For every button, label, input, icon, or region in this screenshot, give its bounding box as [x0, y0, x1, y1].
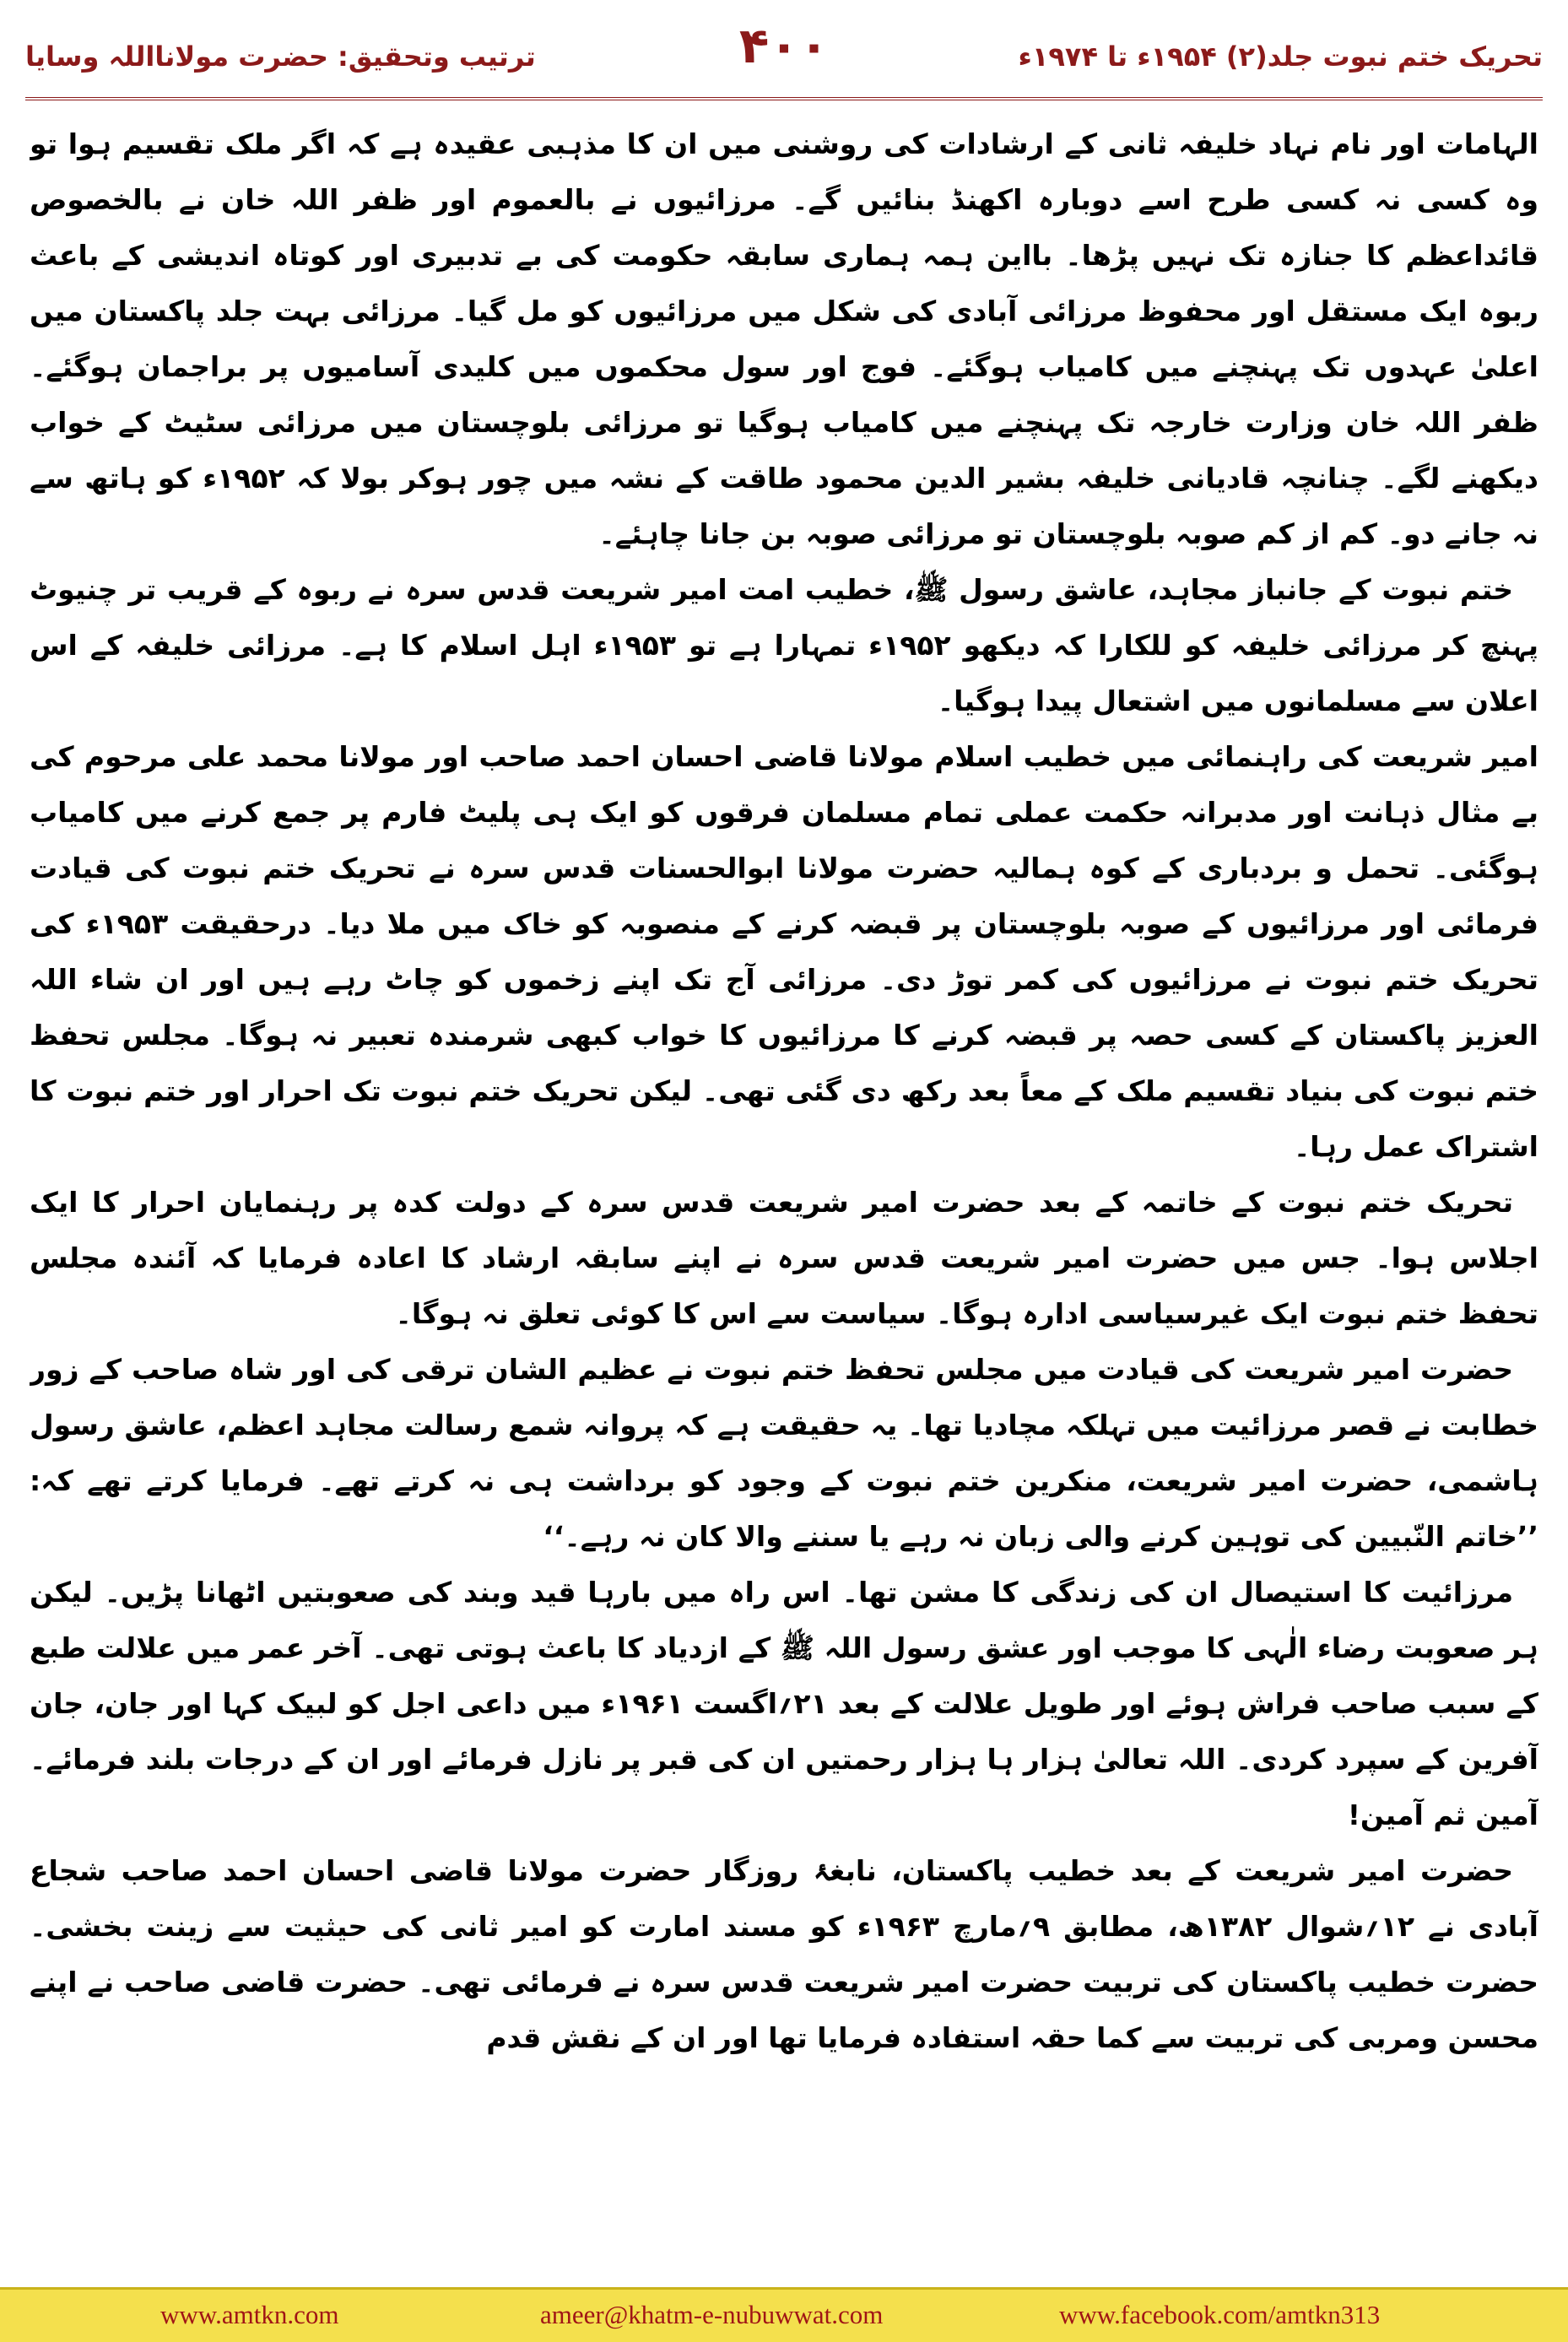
article-body	[30, 116, 1538, 2277]
compiler-credit: ترتیب وتحقیق: حضرت مولانااللہ وسایا	[25, 41, 536, 73]
paragraph-7: حضرت امیر شریعت کے بعد خطیب پاکستان، نابغۂ روزگار حضرت مولانا قاضی احسان احمد صاحب شجاع آبادی نے ۱۲؍شوال ۱۳۸۲ھ، مطابق ۹؍مارچ ۱۹۶۳ء کو مسند امارت کو امیر ثانی کی حیثیت سے زینت بخشی۔ حضرت خطیب پاکستان کی تربیت حضرت امیر شریعت قدس سرہ نے فرمائی تھی۔ حضرت قاضی صاحب نے اپنے محسن ومربی کی تربیت سے کما حقہ استفادہ فرمایا تھا اور ان کے نقش قدم	[30, 1854, 1538, 2054]
paragraph-3: امیر شریعت کی راہنمائی میں خطیب اسلام مولانا قاضی احسان احمد صاحب اور مولانا محمد علی مرحوم کی بے مثال ذہانت اور مدبرانہ حکمت عملی تمام مسلمان فرقوں کو ایک ہی پلیٹ فارم پر جمع کرنے میں کامیاب ہوگئی۔ تحمل و بردباری کے کوہ ہمالیہ حضرت مولانا ابوالحسنات قدس سرہ نے تحریک ختم نبوت کی قیادت فرمائی اور مرزائیوں کے صوبہ بلوچستان پر قبضہ کرنے کے منصوبہ کو خاک میں ملا دیا۔ درحقیقت ۱۹۵۳ء کی تحریک ختم نبوت نے مرزائیوں کی کمر توڑ دی۔ مرزائی آج تک اپنے زخموں کو چاٹ رہے ہیں اور ان شاء اللہ العزیز پاکستان کے کسی حصہ پر قبضہ کرنے کا مرزائیوں کا خواب کبھی شرمندہ تعبیر نہ ہوگا۔ مجلس تحفظ ختم نبوت کی بنیاد تقسیم ملک کے معاً بعد رکھ دی گئی تھی۔ لیکن تحریک ختم نبوت تک احرار اور ختم نبوت کا اشتراک عمل رہا۔	[30, 740, 1538, 1163]
page-footer	[0, 2287, 1568, 2342]
email-link[interactable]: ameer@khatm-e-nubuwwat.com	[540, 2300, 884, 2329]
paragraph-5: حضرت امیر شریعت کی قیادت میں مجلس تحفظ ختم نبوت نے عظیم الشان ترقی کی اور شاہ صاحب کے زور خطابت نے قصر مرزائیت میں تہلکہ مچادیا تھا۔ یہ حقیقت ہے کہ پروانہ شمع رسالت مجاہد اعظم، عاشق رسول ہاشمی، حضرت امیر شریعت، منکرین ختم نبوت کے وجود کو برداشت ہی نہ کرتے تھے۔ فرمایا کرتے تھے کہ: ’’خاتم النّبیین کی توہین کرنے والی زبان نہ رہے یا سننے والا کان نہ رہے۔‘‘	[30, 1353, 1538, 1553]
page-number: ۴۰۰	[738, 17, 830, 74]
facebook-link[interactable]: www.facebook.com/amtkn313	[1059, 2300, 1381, 2329]
paragraph-6: مرزائیت کا استیصال ان کی زندگی کا مشن تھا۔ اس راہ میں بارہا قید وبند کی صعوبتیں اٹھانا پڑیں۔ لیکن ہر صعوبت رضاء الٰہی کا موجب اور عشق رسول اللہ ﷺ کے ازدیاد کا باعث ہوتی تھی۔ آخر عمر میں علالت طبع کے سبب صاحب فراش ہوئے اور طویل علالت کے بعد ۲۱؍اگست ۱۹۶۱ء میں داعی اجل کو لبیک کہا اور جان، جان آفرین کے سپرد کردی۔ اللہ تعالیٰ ہزار ہا ہزار رحمتیں ان کی قبر پر نازل فرمائے اور ان کے درجات بلند فرمائے۔ آمین ثم آمین!	[30, 1576, 1538, 1831]
website-link[interactable]: www.amtkn.com	[160, 2300, 339, 2329]
header-divider	[25, 97, 1543, 100]
book-title: تحریک ختم نبوت جلد(۲) ۱۹۵۴ء تا ۱۹۷۴ء	[1018, 41, 1543, 73]
paragraph-1: الہامات اور نام نہاد خلیفہ ثانی کے ارشادات کی روشنی میں ان کا مذہبی عقیدہ ہے کہ اگر ملک تقسیم ہوا تو وہ کسی نہ کسی طرح اسے دوبارہ اکھنڈ بنائیں گے۔ مرزائیوں نے بالعموم اور ظفر اللہ خان نے بالخصوص قائداعظم کا جنازہ تک نہیں پڑھا۔ بااین ہمہ ہماری سابقہ حکومت کی بے تدبیری اور کوتاہ اندیشی کے باعث ربوہ ایک مستقل اور محفوظ مرزائی آبادی کی شکل میں مرزائیوں کو مل گیا۔ مرزائی بہت جلد پاکستان میں اعلیٰ عہدوں تک پہنچنے میں کامیاب ہوگئے۔ فوج اور سول محکموں میں کلیدی آسامیوں پر براجمان ہوگئے۔ ظفر اللہ خان وزارت خارجہ تک پہنچنے میں کامیاب ہوگیا تو مرزائی بلوچستان میں مرزائی سٹیٹ کے خواب دیکھنے لگے۔ چنانچہ قادیانی خلیفہ بشیر الدین محمود طاقت کے نشہ میں چور ہوکر بولا کہ ۱۹۵۲ء کو ہاتھ سے نہ جانے دو۔ کم از کم صوبہ بلوچستان تو مرزائی صوبہ بن جانا چاہئے۔	[30, 127, 1538, 550]
paragraph-2: ختم نبوت کے جانباز مجاہد، عاشق رسول ﷺ، خطیب امت امیر شریعت قدس سرہ نے ربوہ کے قریب تر چنیوٹ پہنچ کر مرزائی خلیفہ کو للکارا کہ دیکھو ۱۹۵۲ء تمہارا ہے تو ۱۹۵۳ء اہل اسلام کا ہے۔ مرزائی خلیفہ کے اس اعلان سے مسلمانوں میں اشتعال پیدا ہوگیا۔	[30, 573, 1538, 717]
paragraph-4: تحریک ختم نبوت کے خاتمہ کے بعد حضرت امیر شریعت قدس سرہ کے دولت کدہ پر رہنمایان احرار کا ایک اجلاس ہوا۔ جس میں حضرت امیر شریعت قدس سرہ نے اپنے سابقہ ارشاد کا اعادہ فرمایا کہ آئندہ مجلس تحفظ ختم نبوت ایک غیرسیاسی ادارہ ہوگا۔ سیاست سے اس کا کوئی تعلق نہ ہوگا۔	[30, 1186, 1538, 1330]
page-header	[25, 17, 1543, 101]
